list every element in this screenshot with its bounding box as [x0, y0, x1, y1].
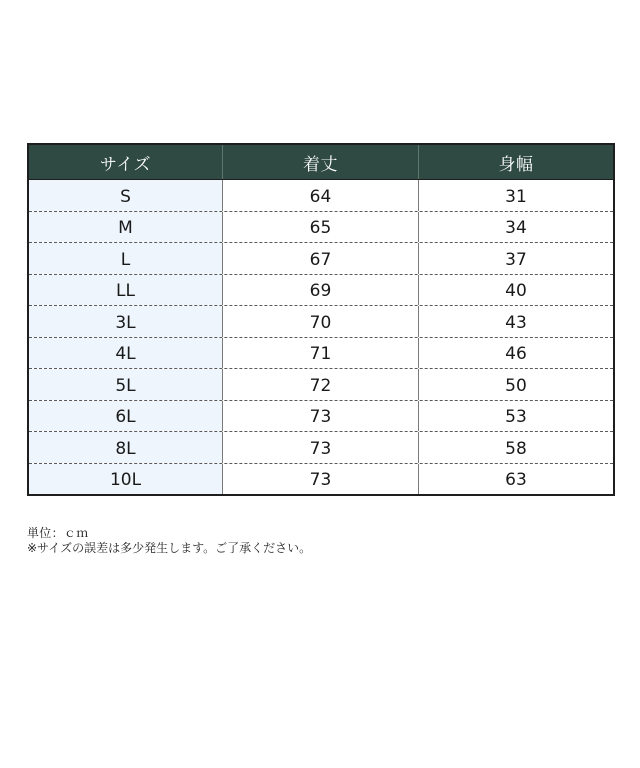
cell-length: 65 — [223, 212, 419, 243]
cell-size: 8L — [29, 432, 223, 463]
cell-width: 46 — [505, 344, 527, 365]
table-row — [29, 306, 613, 338]
cell-length: 73 — [223, 464, 419, 495]
table-row — [29, 243, 613, 275]
cell-size: S — [29, 180, 223, 211]
size-variance-note: ※サイズの誤差は多少発生します。ご了承ください。 — [27, 541, 312, 555]
table-row — [29, 401, 613, 433]
cell-size: 3L — [29, 306, 223, 337]
table-row — [29, 180, 613, 212]
cell-length: 72 — [223, 369, 419, 400]
cell-size: 4L — [29, 338, 223, 369]
cell-width: 53 — [505, 407, 527, 428]
table-row — [29, 275, 613, 307]
header-width: 身幅 — [498, 154, 534, 175]
cell-length: 73 — [223, 432, 419, 463]
cell-width: 43 — [505, 312, 527, 333]
cell-length: 71 — [223, 338, 419, 369]
cell-width: 34 — [505, 218, 527, 239]
header-size: サイズ — [29, 145, 223, 179]
cell-width: 31 — [505, 186, 527, 207]
cell-size: 6L — [29, 401, 223, 432]
cell-width: 40 — [505, 281, 527, 302]
cell-width: 37 — [505, 249, 527, 270]
cell-width: 63 — [505, 470, 527, 491]
unit-note: 単位：ｃｍ — [27, 526, 89, 540]
table-row — [29, 369, 613, 401]
cell-size: L — [29, 243, 223, 274]
table-row — [29, 338, 613, 370]
cell-width: 58 — [505, 438, 527, 459]
table-row — [29, 212, 613, 244]
size-chart-table — [27, 143, 615, 496]
cell-length: 73 — [223, 401, 419, 432]
table-row — [29, 432, 613, 464]
table-row — [29, 464, 613, 495]
cell-length: 67 — [223, 243, 419, 274]
cell-size: M — [29, 212, 223, 243]
cell-width: 50 — [505, 375, 527, 396]
table-header-row — [29, 145, 613, 180]
cell-length: 69 — [223, 275, 419, 306]
header-length: 着丈 — [223, 145, 419, 179]
cell-size: 10L — [29, 464, 223, 495]
cell-size: 5L — [29, 369, 223, 400]
table-body — [29, 180, 613, 494]
cell-size: LL — [29, 275, 223, 306]
cell-length: 70 — [223, 306, 419, 337]
cell-length: 64 — [223, 180, 419, 211]
